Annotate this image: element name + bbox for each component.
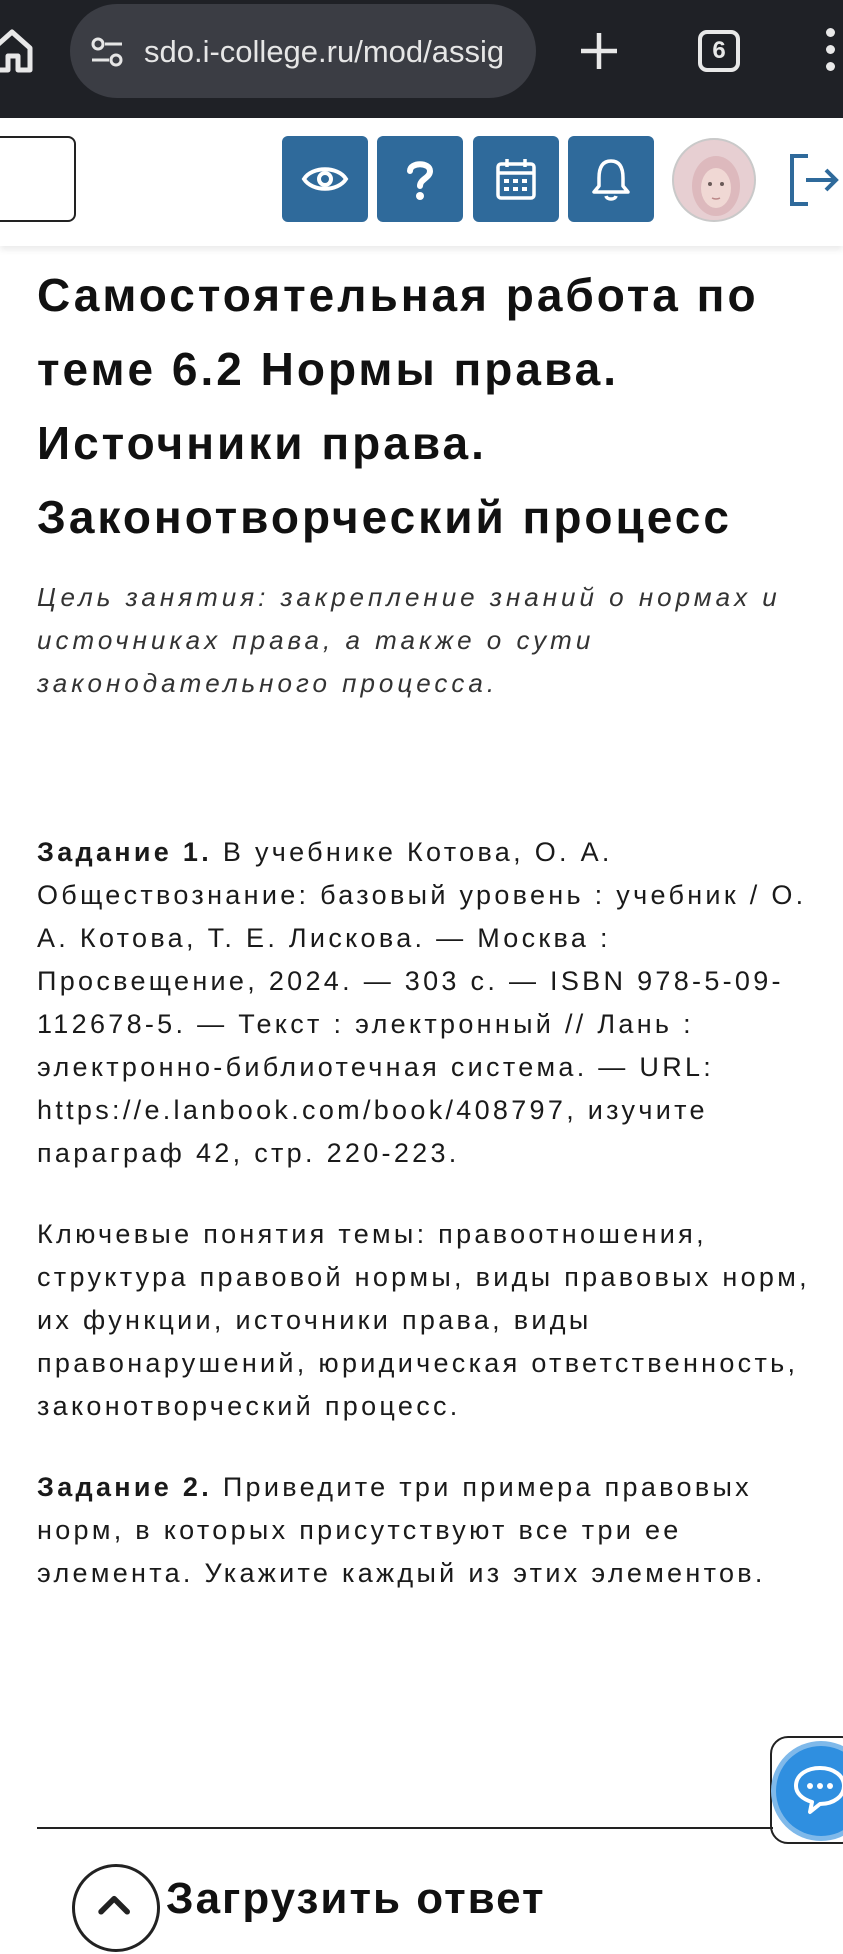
logout-icon[interactable] [784,150,840,210]
task-2-text: Приведите три примера правовых норм, в которых присутствуют все три ее элемента. Укажите каждый из этих элементов. [37,1472,766,1588]
url-text: sdo.i-college.ru/mod/assig [144,34,505,69]
tab-count: 6 [712,37,726,64]
visibility-button[interactable] [282,136,368,222]
chat-icon [790,1764,843,1816]
assignment-content [37,258,827,1595]
section-divider [37,1827,773,1829]
key-concepts: Ключевые понятия темы: правоотношения, структура правовой нормы, виды правовых норм, их функции, источники права, виды правонарушений, юридическая ответственность, законотворческий процесс. [37,1219,810,1421]
menu-toggle-button[interactable] [0,136,76,222]
user-photo [674,140,756,222]
task-2-label: Задание 2. [37,1472,213,1502]
help-icon [395,154,445,204]
calendar-icon [491,154,541,204]
home-icon[interactable] [0,24,34,76]
task-2 [37,1466,827,1595]
upload-icon[interactable] [72,1864,160,1952]
address-bar[interactable] [70,4,536,98]
site-settings-icon[interactable] [90,36,126,68]
task-1-text: В учебнике Котова, О. А. Обществознание: базовый уровень : учебник / О. А. Котова, Т. Е. Лискова. — Москва : Просвещение, 2024. — 303 с. — ISBN 978-5-09-112678-5. — Текст : электронный // Лань : электронно-библиотечная система. — URL: https://e.lanbook.com/book/408797, изучите параграф 42, стр. 220-223. [37,837,807,1168]
task-1-label: Задание 1. [37,837,213,867]
page-title: Самостоятельная работа по теме 6.2 Нормы права. Источники права. Законотворческий процесс [37,269,759,543]
more-menu-icon[interactable] [826,28,840,74]
browser-chrome [0,0,843,118]
task-1 [37,831,827,1175]
avatar[interactable] [672,138,756,222]
plus-icon[interactable] [578,30,620,72]
calendar-button[interactable] [473,136,559,222]
eye-icon [300,154,350,204]
site-toolbar [0,118,843,246]
help-button[interactable] [377,136,463,222]
upload-answer-heading: Загрузить ответ [166,1874,546,1923]
notifications-button[interactable] [568,136,654,222]
tab-switcher-button[interactable] [698,30,740,72]
bell-icon [586,154,636,204]
lesson-goal: Цель занятия: закрепление знаний о нормах и источниках права, а также о сути законодательного процесса. [37,582,781,698]
